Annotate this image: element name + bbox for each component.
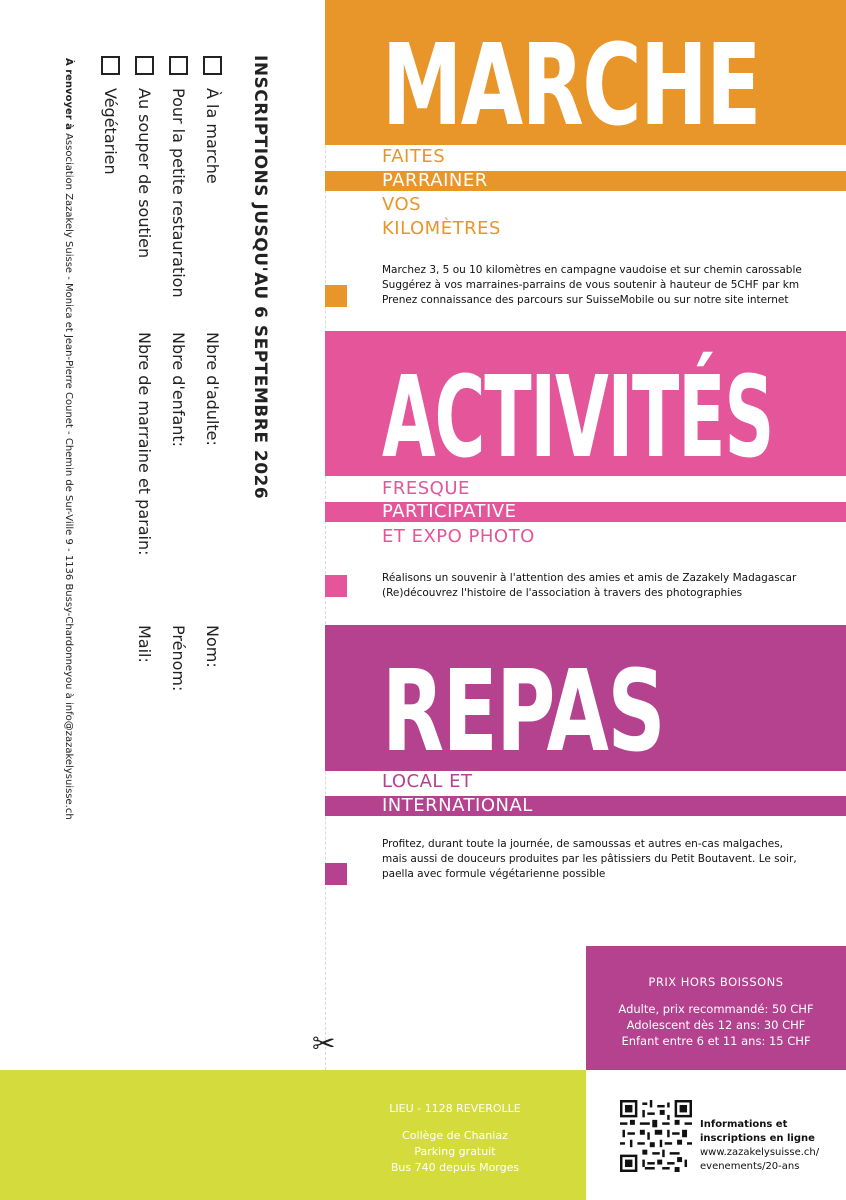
return-address-text: Association Zazakely Suisse - Monica et Jean-Pierre Counet - Chemin de Sur-Ville 9 - 1136 Bussy-Chardonneyou à info@zazakelysuisse.ch xyxy=(63,129,74,820)
return-address-label: À renvoyer à xyxy=(63,58,74,130)
location-details xyxy=(330,1128,580,1176)
price-box xyxy=(586,946,846,1070)
location-header: LIEU - 1128 REVEROLLE xyxy=(389,1102,521,1115)
info-title-2: inscriptions en ligne xyxy=(700,1133,815,1144)
option-label-souper: Au souper de soutien xyxy=(135,88,154,259)
option-label-restauration: Pour la petite restauration xyxy=(169,88,188,298)
repas-title: REPAS xyxy=(382,647,665,777)
checkbox-restauration[interactable] xyxy=(169,56,188,75)
repas-text-line: Profitez, durant toute la journée, de samoussas et autres en-cas malgaches, xyxy=(382,838,784,850)
scissors-icon: ✂ xyxy=(312,1028,336,1059)
return-address xyxy=(63,58,74,820)
repas-sub-2: INTERNATIONAL xyxy=(382,795,533,816)
activites-marker xyxy=(325,575,347,597)
price-header: PRIX HORS BOISSONS xyxy=(648,975,784,989)
info-url-2[interactable]: evenements/20-ans xyxy=(700,1161,800,1172)
checkbox-vegetarien[interactable] xyxy=(101,56,120,75)
qr-code-icon[interactable] xyxy=(620,1100,692,1172)
marche-sub-2: PARRAINER xyxy=(382,170,488,191)
field-child-count[interactable]: Nbre d'enfant: xyxy=(169,332,188,448)
field-adult-count[interactable]: Nbre d'adulte: xyxy=(203,332,222,446)
marche-text-line: Prenez connaissance des parcours sur SuisseMobile ou sur notre site internet xyxy=(382,294,789,306)
marche-sub-3: VOS xyxy=(382,194,422,215)
location-line: Parking gratuit xyxy=(414,1145,496,1158)
field-name[interactable]: Nom: xyxy=(203,625,222,668)
activites-title: ACTIVITÉS xyxy=(382,353,774,483)
option-label-marche: À la marche xyxy=(203,88,222,184)
registration-coupon xyxy=(0,0,325,1070)
price-child: Enfant entre 6 et 11 ans: 15 CHF xyxy=(621,1034,811,1048)
location-line: Collège de Chaniaz xyxy=(402,1129,508,1142)
info-title-1: Informations et xyxy=(700,1119,788,1130)
marche-text-line: Suggérez à vos marraines-parrains de vous soutenir à hauteur de 5CHF par km xyxy=(382,279,800,291)
activites-text-line: (Re)découvrez l'histoire de l'association à travers des photographies xyxy=(382,587,743,599)
option-label-vegetarien: Végétarien xyxy=(101,88,120,175)
marche-sub-4: KILOMÈTRES xyxy=(382,218,501,239)
checkbox-souper[interactable] xyxy=(135,56,154,75)
checkbox-marche[interactable] xyxy=(203,56,222,75)
activites-sub-2: PARTICIPATIVE xyxy=(382,501,517,522)
repas-text-line: paella avec formule végétarienne possible xyxy=(382,868,606,880)
marche-text xyxy=(382,263,802,308)
fold-line xyxy=(325,0,326,1070)
repas-sub-1: LOCAL ET xyxy=(382,771,473,792)
price-adult: Adulte, prix recommandé: 50 CHF xyxy=(618,1002,814,1016)
marche-text-line: Marchez 3, 5 ou 10 kilomètres en campagne vaudoise et sur chemin carossable xyxy=(382,264,802,276)
activites-sub-3: ET EXPO PHOTO xyxy=(382,526,535,547)
activites-text xyxy=(382,571,796,601)
coupon-title: INSCRIPTIONS JUSQU'AU 6 SEPTEMBRE 2026 xyxy=(250,55,270,500)
marche-title: MARCHE xyxy=(382,21,760,151)
field-sponsor-count[interactable]: Nbre de marraine et parain: xyxy=(135,332,154,556)
field-mail[interactable]: Mail: xyxy=(135,625,154,663)
price-teen: Adolescent dès 12 ans: 30 CHF xyxy=(626,1018,806,1032)
marche-marker xyxy=(325,285,347,307)
location-line: Bus 740 depuis Morges xyxy=(390,1161,520,1174)
info-text xyxy=(700,1118,819,1174)
repas-marker xyxy=(325,863,347,885)
repas-text-line: mais aussi de douceurs produites par les pâtissiers du Petit Boutavent. Le soir, xyxy=(382,853,797,865)
field-firstname[interactable]: Prénom: xyxy=(169,625,188,692)
marche-sub-1: FAITES xyxy=(382,146,446,167)
info-url-1[interactable]: www.zazakelysuisse.ch/ xyxy=(700,1147,820,1158)
repas-text xyxy=(382,837,797,882)
activites-text-line: Réalisons un souvenir à l'attention des amies et amis de Zazakely Madagascar xyxy=(382,572,797,584)
activites-sub-1: FRESQUE xyxy=(382,478,470,499)
